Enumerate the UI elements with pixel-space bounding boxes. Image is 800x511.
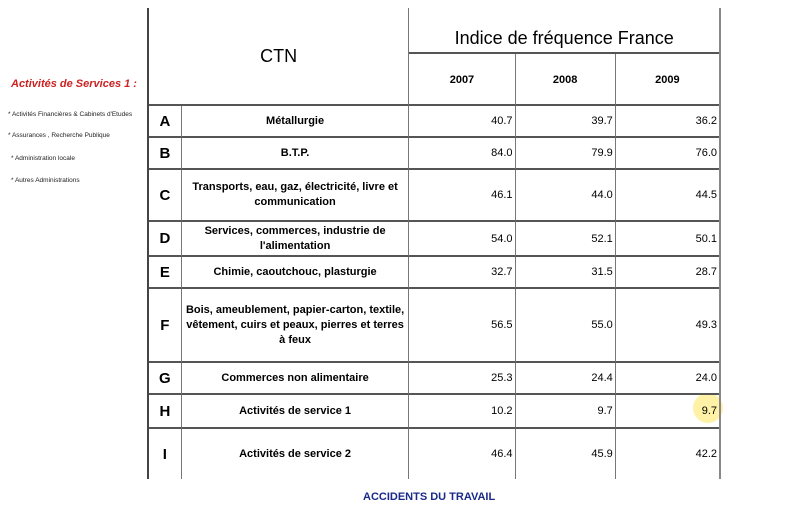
sidebar-item-insurance: * Assurances , Recherche Publique	[8, 132, 110, 139]
footer-caption: ACCIDENTS DU TRAVAIL	[363, 491, 496, 503]
value-2009: 50.1	[616, 222, 719, 257]
value-2008: 31.5	[516, 257, 616, 289]
value-2008: 24.4	[516, 363, 616, 395]
value-2007: 54.0	[409, 222, 515, 257]
value-2009: 9.7	[616, 395, 719, 429]
year-header-2009: 2009	[616, 54, 719, 106]
row-label: Commerces non alimentaire	[182, 363, 410, 395]
value-2008: 55.0	[516, 289, 616, 363]
value-2007: 40.7	[409, 106, 515, 138]
year-header-2007: 2007	[409, 54, 515, 106]
ctn-header: CTN	[149, 8, 409, 106]
value-2009: 44.5	[616, 170, 719, 222]
value-2009: 36.2	[616, 106, 719, 138]
table-row	[149, 222, 719, 257]
table-row	[149, 257, 719, 289]
value-2008: 45.9	[516, 429, 616, 479]
row-letter: C	[149, 170, 182, 222]
table-row	[149, 429, 719, 479]
row-label: Métallurgie	[182, 106, 410, 138]
sidebar-item-other-admin: * Autres Administrations	[11, 177, 80, 184]
row-label: Bois, ameublement, papier-carton, textile, vêtement, cuirs et peaux, pierres et terres à feux	[182, 289, 410, 363]
table-row	[149, 170, 719, 222]
indice-header: Indice de fréquence France	[409, 8, 719, 54]
row-letter: H	[149, 395, 182, 429]
value-2009: 49.3	[616, 289, 719, 363]
value-2009: 28.7	[616, 257, 719, 289]
value-2008: 9.7	[516, 395, 616, 429]
value-2007: 46.1	[409, 170, 515, 222]
row-label: Activités de service 2	[182, 429, 410, 479]
value-2009: 42.2	[695, 448, 717, 460]
row-label: Chimie, caoutchouc, plasturgie	[182, 257, 410, 289]
row-letter: F	[149, 289, 182, 363]
value-2007: 32.7	[409, 257, 515, 289]
row-letter: D	[149, 222, 182, 257]
value-2009: 76.0	[616, 138, 719, 170]
frequency-table	[147, 8, 721, 479]
value-2007: 10.2	[409, 395, 515, 429]
value-2008: 52.1	[516, 222, 616, 257]
table-row	[149, 395, 719, 429]
table-row	[149, 138, 719, 170]
value-2009: 24.0	[616, 363, 719, 395]
row-letter: G	[149, 363, 182, 395]
table-row	[149, 289, 719, 363]
row-label: Transports, eau, gaz, électricité, livre et communication	[182, 170, 410, 222]
year-header-2008: 2008	[516, 54, 616, 106]
sidebar-item-local-admin: * Administration locale	[11, 155, 75, 162]
row-letter: A	[149, 106, 182, 138]
sidebar-item-finance: * Activités Financières & Cabinets d'Etudes	[8, 111, 133, 118]
value-2007: 84.0	[409, 138, 515, 170]
row-letter: E	[149, 257, 182, 289]
row-label: Services, commerces, industrie de l'alimentation	[182, 222, 410, 257]
value-2007: 25.3	[409, 363, 515, 395]
row-letter: I	[149, 429, 182, 479]
value-2008: 39.7	[516, 106, 616, 138]
row-label: Activités de service 1	[182, 395, 410, 429]
table-row	[149, 363, 719, 395]
table-row	[149, 106, 719, 138]
value-2008: 79.9	[516, 138, 616, 170]
value-2007: 46.4	[409, 429, 515, 479]
sidebar-title: Activités de Services 1 :	[11, 78, 137, 90]
value-2007: 56.5	[409, 289, 515, 363]
row-letter: B	[149, 138, 182, 170]
row-label: B.T.P.	[182, 138, 410, 170]
value-2008: 44.0	[516, 170, 616, 222]
